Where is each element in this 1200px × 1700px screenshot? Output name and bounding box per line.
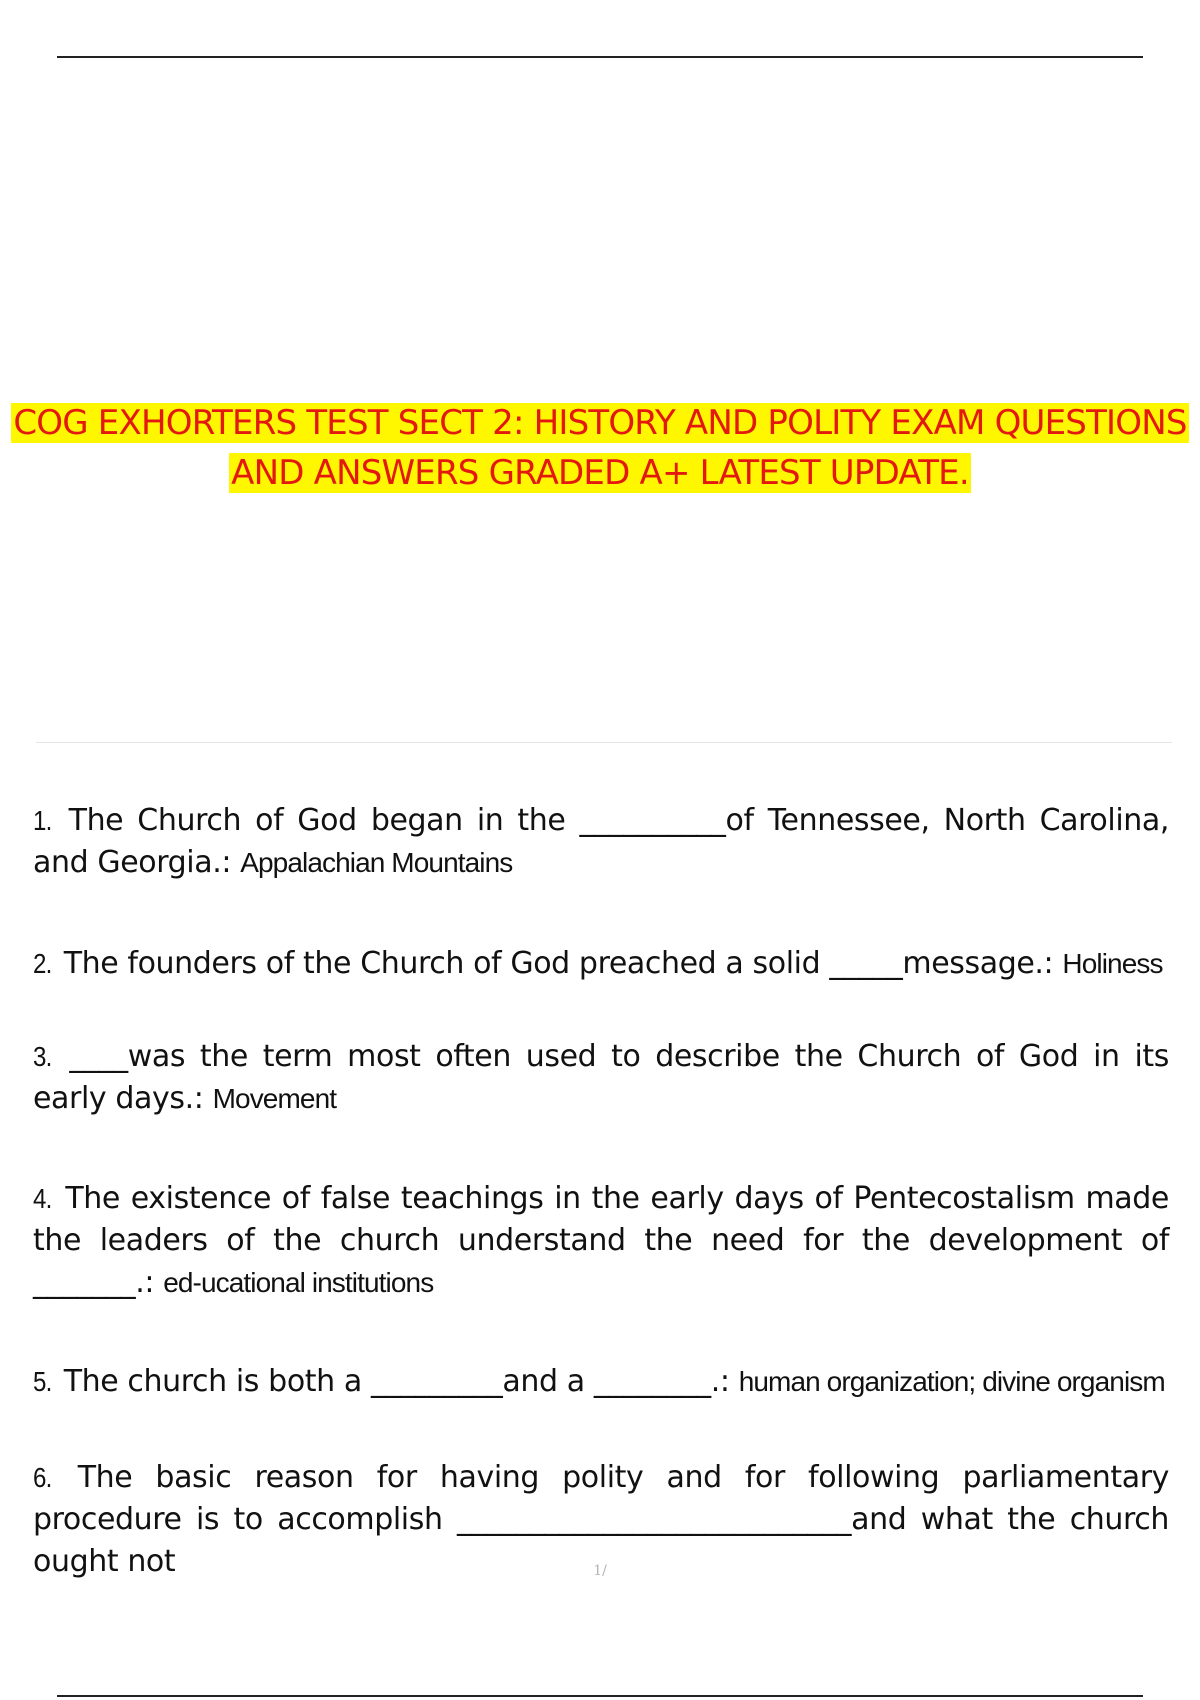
answer-text: Holiness: [1062, 948, 1163, 979]
question-text: ____was the term most often used to describe the Church of God in its early days.:: [33, 1039, 1169, 1116]
title-line-1: COG EXHORTERS TEST SECT 2: HISTORY AND POLITY EXAM QUESTIONS: [13, 403, 1187, 443]
document-title: [0, 398, 1200, 498]
question-number: 1.: [33, 805, 52, 836]
question-number: 5.: [33, 1366, 52, 1397]
answer-text: human organization; divine organism: [738, 1366, 1165, 1397]
question-1: [33, 800, 1169, 884]
question-text: The existence of false teachings in the early days of Pentecostalism made the leaders of the church understand the need for the development of _______.:: [33, 1181, 1169, 1300]
question-3: [33, 1036, 1169, 1120]
question-text: The founders of the Church of God preached a solid _____message.:: [63, 946, 1054, 981]
question-number: 3.: [33, 1041, 52, 1072]
question-4: [33, 1178, 1169, 1304]
answer-text: Appalachian Mountains: [240, 847, 513, 878]
answer-text: Movement: [212, 1083, 337, 1114]
question-5: [33, 1361, 1169, 1403]
question-text: The basic reason for having polity and for following parliamentary procedure is to accomplish ___________________________and what the church ought not: [33, 1460, 1169, 1579]
question-text: The Church of God began in the __________of Tennessee, North Carolina, and Georgia.:: [33, 803, 1169, 880]
section-divider: [36, 742, 1172, 743]
question-number: 4.: [33, 1183, 52, 1214]
answer-text: ed-ucational institutions: [163, 1267, 434, 1298]
page-number: 1/: [593, 1563, 607, 1579]
question-text: The church is both a _________and a ________.:: [63, 1364, 730, 1399]
bottom-rule: [57, 1695, 1143, 1697]
top-rule: [57, 56, 1143, 58]
question-number: 2.: [33, 948, 52, 979]
question-2: [33, 943, 1169, 985]
question-number: 6.: [33, 1462, 52, 1493]
title-line-2: AND ANSWERS GRADED A+ LATEST UPDATE.: [231, 453, 969, 493]
